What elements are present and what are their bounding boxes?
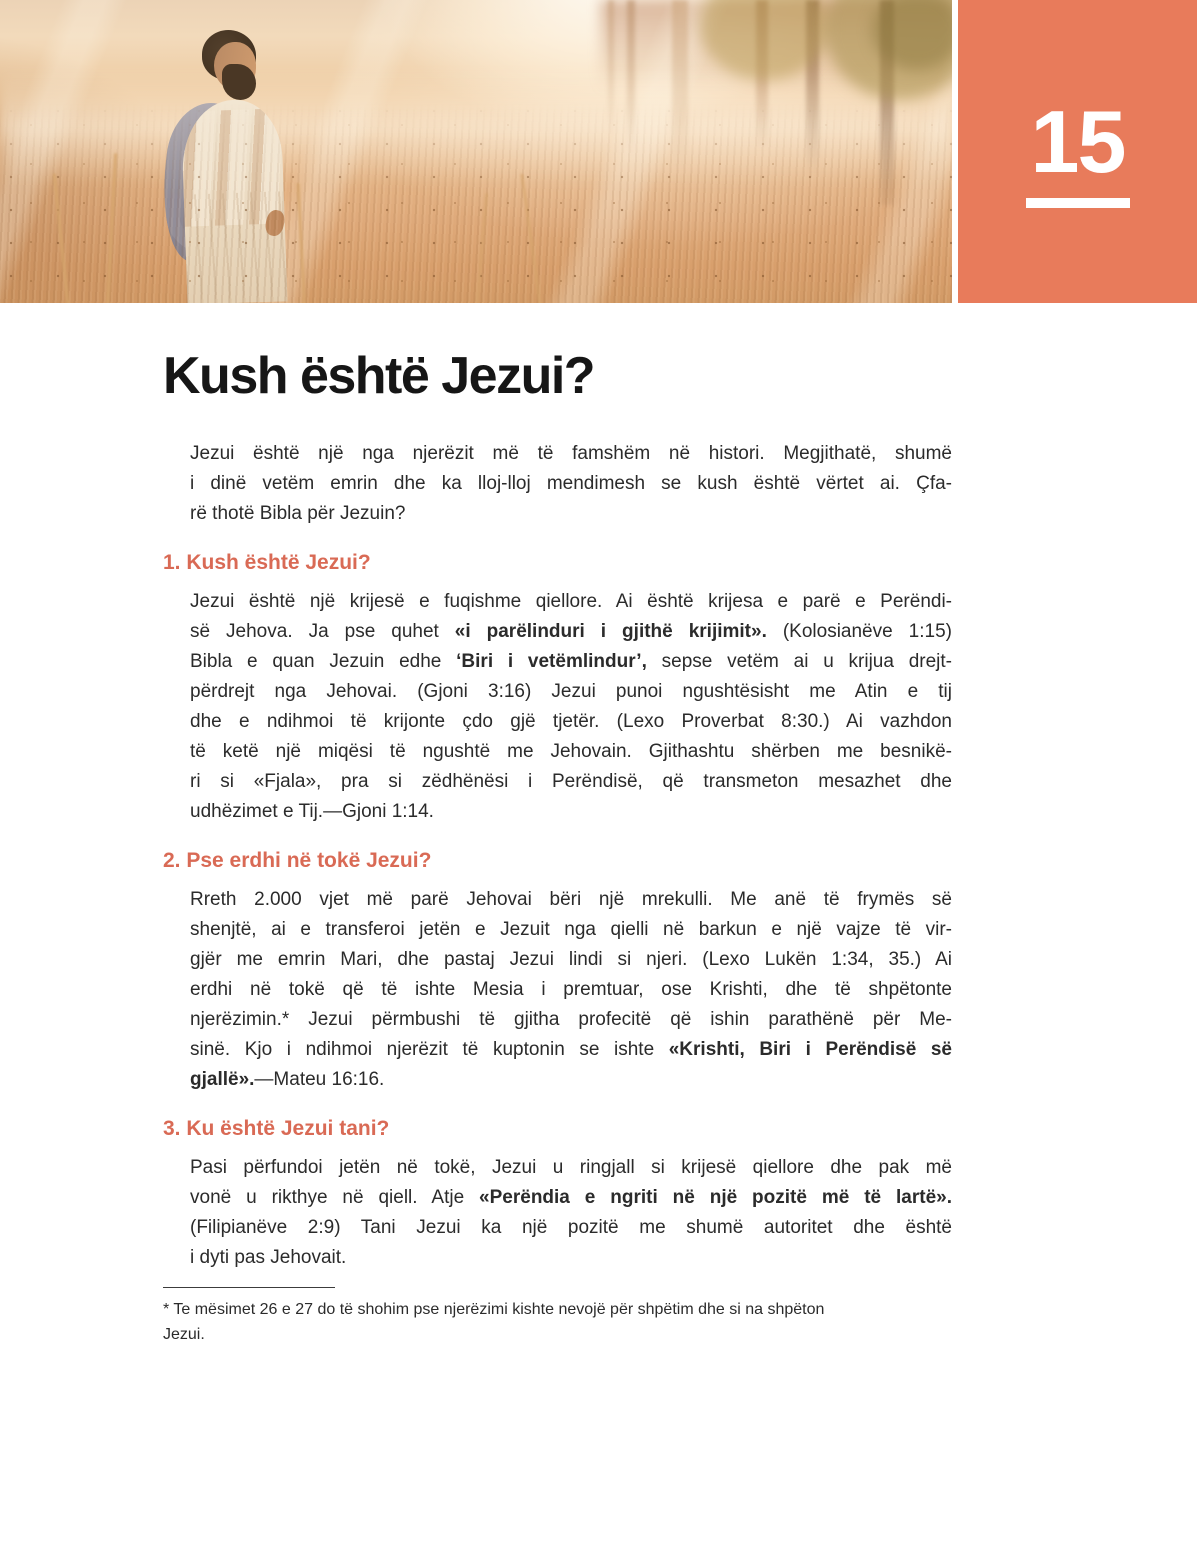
text-line: Jezui është një krijesë e fuqishme qiellore. Ai është krijesa e parë e Perëndi- (190, 591, 952, 612)
text-line: * Te mësimet 26 e 27 do të shohim pse njerëzimi kishte nevojë për shpëtim dhe si na shpëton (163, 1301, 825, 1318)
page-header (0, 0, 1200, 303)
footnote (163, 1287, 952, 1347)
header-photo (0, 0, 952, 303)
intro-paragraph (190, 439, 952, 529)
chapter-badge (958, 0, 1197, 303)
text-line: njerëzimin.* Jezui përmbushi të gjitha profecitë që ishin parathënë për Me- (190, 1009, 952, 1030)
text-line: ri si «Fjala», pra si zëdhënësi i Perëndisë, që transmeton mesazhet dhe (190, 771, 952, 792)
section-1 (0, 549, 1200, 827)
text-line: udhëzimet e Tij.—Gjoni 1:14. (190, 801, 434, 822)
field-grass-texture (0, 103, 952, 303)
text-line: i dyti pas Jehovait. (190, 1247, 347, 1268)
section-3-paragraph (190, 1153, 952, 1273)
figure-beard (222, 64, 256, 100)
text-line: rë thotë Bibla për Jezuin? (190, 503, 406, 524)
text-line: së Jehova. Ja pse quhet «i parëlinduri i gjithë krijimit». (Kolosianëve 1:15) (190, 621, 952, 642)
text-line: i dinë vetëm emrin dhe ka lloj-lloj mendimesh se kush është vërtet ai. Çfa- (190, 473, 952, 494)
text-line: gjallë».—Mateu 16:16. (190, 1069, 385, 1090)
footnote-text (163, 1297, 952, 1347)
text-line: Pasi përfundoi jetën në tokë, Jezui u ringjall si krijesë qiellore dhe pak më (190, 1157, 952, 1178)
text-line: Bibla e quan Jezuin edhe ‘Biri i vetëmlindur’, sepse vetëm ai u krijua drejt- (190, 651, 952, 672)
page-title: Kush është Jezui? (163, 347, 595, 405)
section-1-paragraph (190, 587, 952, 827)
text-line: Jezui. (163, 1326, 205, 1343)
text-line: Jezui është një nga njerëzit më të famshëm në histori. Megjithatë, shumë (190, 443, 952, 464)
chapter-underline-bar (1026, 198, 1130, 208)
section-2 (0, 847, 1200, 1095)
text-line: sinë. Kjo i ndihmoi njerëzit të kuptonin se ishte «Krishti, Biri i Perëndisë së (190, 1039, 952, 1060)
text-line: të ketë një miqësi të ngushtë me Jehovain. Gjithashtu shërben me besnikë- (190, 741, 952, 762)
text-line: vonë u rikthye në qiell. Atje «Perëndia e ngriti në një pozitë më të lartë». (190, 1187, 952, 1208)
text-line: dhe e ndihmoi të krijonte çdo gjë tjetër. (Lexo Proverbat 8:30.) Ai vazhdon (190, 711, 952, 732)
section-1-heading: 1. Kush është Jezui? (163, 551, 371, 574)
text-line: gjër me emrin Mari, dhe pastaj Jezui lindi si njeri. (Lexo Lukën 1:34, 35.) Ai (190, 949, 952, 970)
footnote-separator (163, 1287, 335, 1288)
section-3 (0, 1115, 1200, 1273)
text-line: Rreth 2.000 vjet më parë Jehovai bëri një mrekulli. Me anë të frymës së (190, 889, 952, 910)
section-3-heading: 3. Ku është Jezui tani? (163, 1117, 390, 1140)
section-2-paragraph (190, 885, 952, 1095)
text-line: erdhi në tokë që të ishte Mesia i premtuar, ose Krishti, dhe të shpëtonte (190, 979, 952, 1000)
section-2-heading: 2. Pse erdhi në tokë Jezui? (163, 849, 432, 872)
text-line: shenjtë, ai e transferoi jetën e Jezuit nga qielli në barkun e një vajze të vir- (190, 919, 952, 940)
text-line: (Filipianëve 2:9) Tani Jezui ka një pozitë me shumë autoritet dhe është (190, 1217, 952, 1238)
page-content (0, 303, 1200, 1347)
text-line: përdrejt nga Jehovai. (Gjoni 3:16) Jezui punoi ngushtësisht me Atin e tij (190, 681, 952, 702)
chapter-number: 15 (1030, 92, 1125, 192)
